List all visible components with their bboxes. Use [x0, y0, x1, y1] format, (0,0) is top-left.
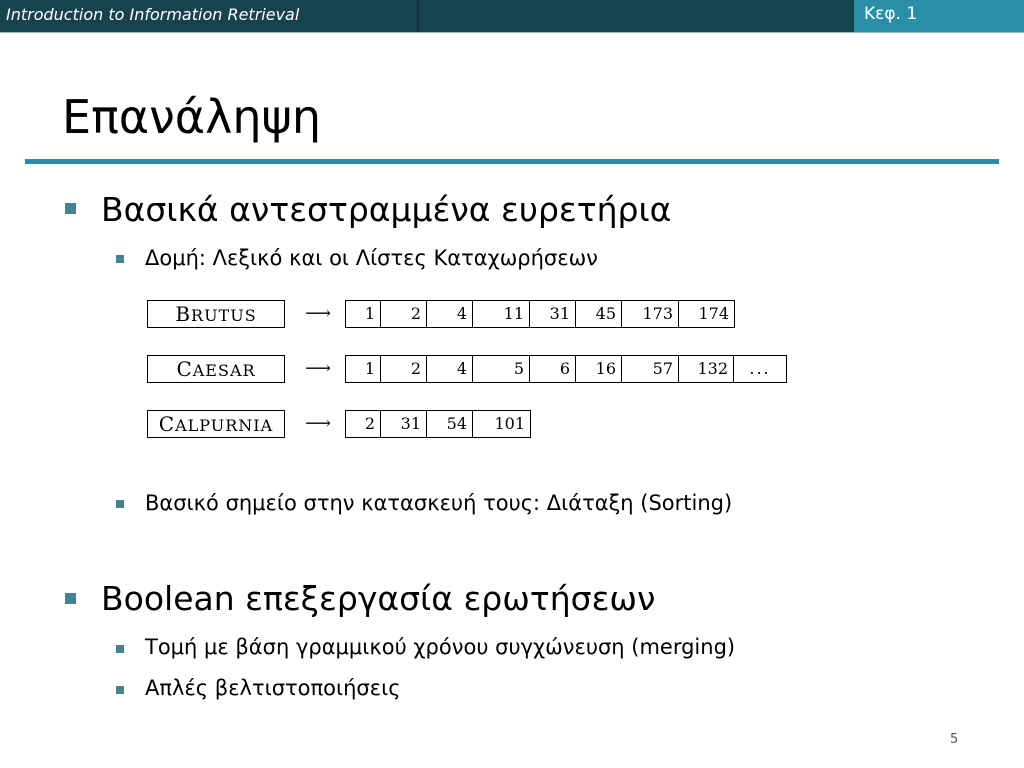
chapter-label: Κεφ. 1: [864, 4, 918, 24]
posting-cell: 11: [473, 301, 530, 327]
dictionary-term: [147, 355, 285, 383]
course-title: Introduction to Information Retrieval: [6, 5, 300, 24]
bullet-square-icon: [65, 203, 76, 214]
chapter-badge: [854, 0, 1024, 32]
posting-ellipsis: ...: [749, 359, 771, 378]
header-bar: [0, 0, 1024, 33]
posting-cell: 31: [530, 301, 576, 327]
header-divider: [417, 0, 419, 32]
term-initial: C: [176, 357, 193, 381]
term-initial: B: [175, 302, 192, 326]
bullet-text: Boolean επεξεργασία ερωτήσεων: [101, 579, 656, 618]
posting-cell: 5: [473, 356, 530, 382]
dictionary-term: [147, 410, 285, 438]
slide-title: Επανάληψη: [62, 90, 321, 144]
term-rest: RUTUS: [191, 306, 257, 325]
sub-bullet-text: Βασικό σημείο στην κατασκευή τους: Διάταξη (Sorting): [145, 491, 733, 515]
arrow-icon: ⟶: [305, 358, 331, 379]
posting-cell: 173: [622, 301, 679, 327]
posting-cell: 2: [381, 301, 427, 327]
sub-bullet-text: Τομή με βάση γραμμικού χρόνου συγχώνευση (merging): [145, 635, 736, 659]
posting-cell: 132: [679, 356, 734, 382]
term-rest: ALPURNIA: [175, 416, 274, 435]
sub-bullet-text: Απλές βελτιστοποιήσεις: [145, 676, 401, 700]
posting-cell: 2: [381, 356, 427, 382]
posting-cell: 45: [576, 301, 622, 327]
bullet-text: Βασικά αντεστραμμένα ευρετήρια: [101, 190, 672, 229]
sub-bullet-square-icon: [116, 255, 124, 263]
sub-bullet-square-icon: [116, 500, 124, 508]
arrow-icon: ⟶: [305, 413, 331, 434]
sub-bullet-square-icon: [116, 645, 124, 653]
arrow-icon: ⟶: [305, 303, 331, 324]
term-initial: C: [158, 412, 176, 436]
postings-list: [345, 300, 735, 328]
posting-cell: 6: [530, 356, 576, 382]
posting-cell: 31: [381, 411, 427, 437]
posting-cell: 16: [576, 356, 622, 382]
postings-list: [345, 355, 787, 383]
page-number: 5: [950, 732, 959, 747]
title-underline: [25, 159, 999, 164]
posting-cell: 4: [427, 356, 473, 382]
posting-cell: 101: [494, 414, 525, 433]
dictionary-term: [147, 300, 285, 328]
bullet-square-icon: [65, 593, 76, 604]
sub-bullet-square-icon: [116, 686, 124, 694]
posting-cell: 2: [346, 411, 381, 437]
posting-cell: 174: [698, 304, 729, 323]
posting-cell: 57: [622, 356, 679, 382]
posting-cell: 1: [346, 301, 381, 327]
term-rest: AESAR: [192, 361, 256, 380]
sub-bullet-text: Δομή: Λεξικό και οι Λίστες Καταχωρήσεων: [145, 246, 598, 270]
posting-cell: 4: [427, 301, 473, 327]
postings-list: [345, 410, 531, 438]
posting-cell: 54: [427, 411, 473, 437]
posting-cell: 1: [346, 356, 381, 382]
